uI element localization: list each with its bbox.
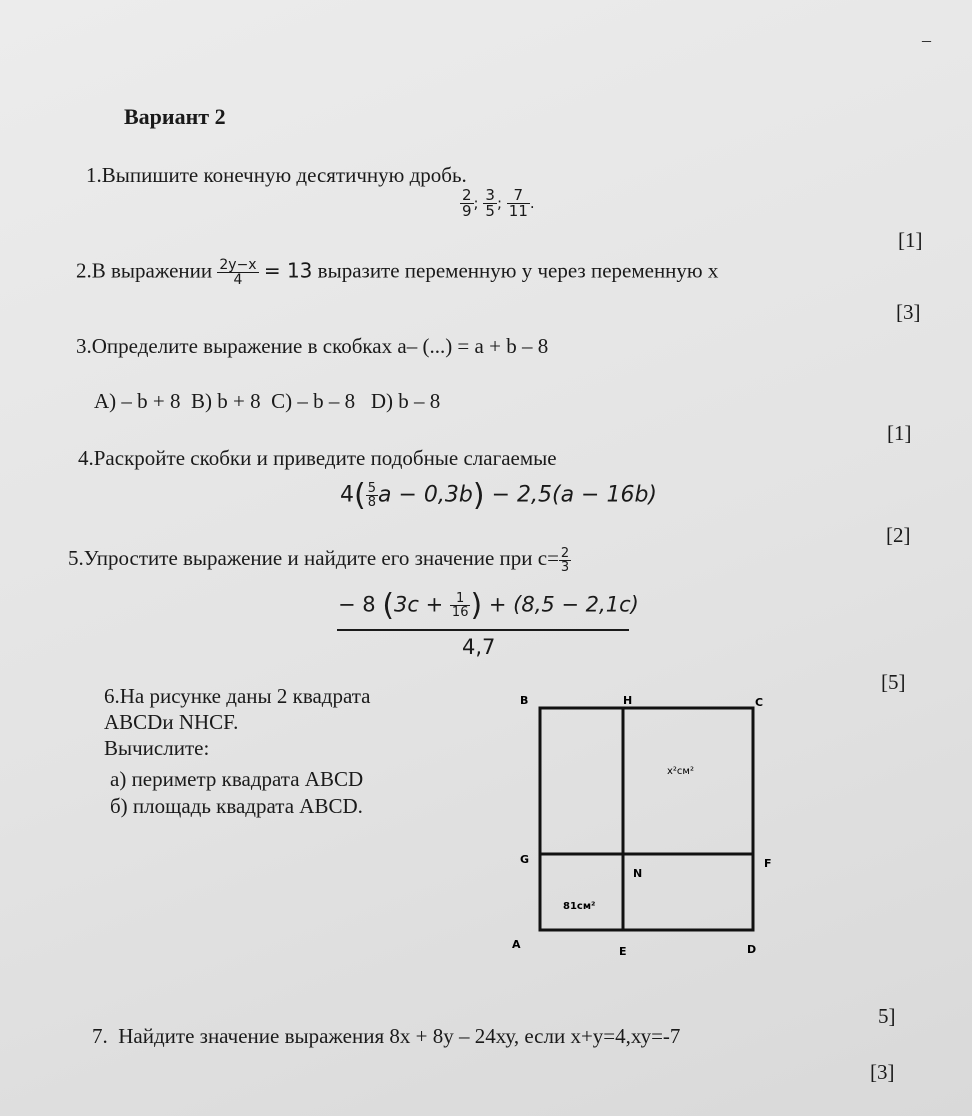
q7-text: 7. Найдите значение выражения 8х + 8у – 24ху, если х+у=4,ху=-7 (92, 1024, 681, 1048)
q3-options: A) – b + 8 B) b + 8 C) – b – 8 D) b – 8 (94, 389, 441, 413)
q2-fraction: $\frac{2y-x}{4}$ (219, 257, 257, 288)
q5-points: [5] (881, 670, 906, 694)
label-a: A (512, 938, 521, 951)
label-e: E (619, 945, 627, 958)
q6-line-4: а) периметр квадрата ABCD (110, 767, 364, 791)
q2-prefix: 2.В выражении (76, 258, 213, 283)
q1-frac-1: $\frac{2}{9}$ (462, 186, 472, 220)
q5-fraction-bar (337, 629, 629, 631)
q5-line (68, 546, 571, 574)
q7-points: [3] (870, 1060, 895, 1084)
q6-line-3: Вычислите: (104, 736, 210, 760)
q3-points: [1] (887, 421, 912, 445)
q5-c-fraction: $\frac{2}{3}$ (560, 545, 570, 575)
q4-expression: 4( $\frac{5}{8}$ a − 0,3b) − 2,5(a − 16b) (340, 478, 658, 513)
area-agne: 81см² (563, 901, 596, 912)
q3-text: 3.Определите выражение в скобках а– (...) = а + b – 8 (76, 334, 549, 358)
q6-line-2: ABCDи NHCF. (104, 710, 239, 734)
q2-line (76, 258, 718, 287)
q6-points: 5] (878, 1004, 896, 1028)
q5-inner-fraction: $\frac{1}{16}$ (451, 591, 469, 620)
q1-frac-2: $\frac{3}{5}$ (485, 186, 495, 220)
area-nhcf: x²см² (667, 766, 694, 777)
label-f: F (764, 857, 772, 870)
q6-line-5: б) площадь квадрата ABCD. (110, 794, 363, 818)
label-d: D (747, 943, 757, 956)
squares-figure (500, 688, 790, 968)
corner-mark: – (922, 30, 931, 50)
q6-line-1: 6.На рисунке даны 2 квадрата (104, 684, 371, 708)
q4-points: [2] (886, 523, 911, 547)
label-b: B (520, 694, 529, 707)
q4-text: 4.Раскройте скобки и приведите подобные слагаемые (78, 446, 557, 470)
variant-title: Вариант 2 (124, 104, 226, 129)
q2-points: [3] (896, 300, 921, 324)
square-abcd (540, 708, 753, 930)
q1-points: [1] (898, 228, 923, 252)
label-g: G (520, 853, 530, 866)
q1-fractions: $\frac{2}{9}$ ; $\frac{3}{5}$ ; $\frac{7}{11}$ . (462, 186, 535, 220)
q5-numerator: − 8 (3c + $\frac{1}{16}$ ) + (8,5 − 2,1c) (338, 588, 639, 623)
q5-text: 5.Упростите выражение и найдите его значение при с= (68, 546, 559, 570)
label-c: C (755, 696, 764, 709)
label-n: N (633, 867, 643, 880)
q5-denominator: 4,7 (462, 635, 496, 659)
q1-text: 1.Выпишите конечную десятичную дробь. (86, 163, 467, 187)
q2-equals: = 13 (263, 258, 313, 283)
label-h: H (623, 694, 633, 707)
q1-frac-3: $\frac{7}{11}$ (508, 186, 528, 220)
q2-suffix: выразите переменную у через переменную х (317, 258, 719, 283)
q4-fraction: $\frac{5}{8}$ (367, 481, 376, 510)
